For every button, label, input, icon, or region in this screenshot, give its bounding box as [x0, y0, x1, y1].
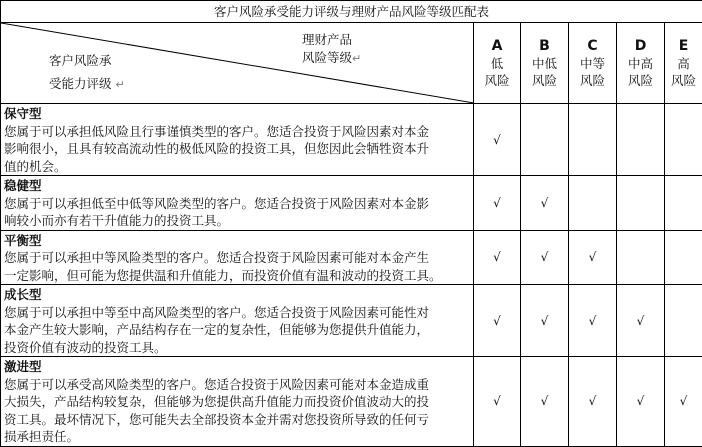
match-cell-d: [617, 230, 665, 285]
grade-header-b: [521, 23, 569, 104]
header-row: [1, 23, 702, 104]
grade-label-line: 风险: [671, 72, 697, 88]
match-cell-b: [521, 357, 569, 447]
table-title: 客户风险承受能力评级与理财产品风险等级匹配表: [1, 1, 702, 23]
match-cell-a: [474, 176, 521, 231]
paragraph-mark-icon: ↵: [352, 52, 362, 65]
match-cell-d: [617, 285, 665, 357]
grade-header-e: [665, 23, 702, 104]
profile-row: [1, 285, 702, 357]
match-cell-d: [617, 104, 665, 176]
profile-name: 激进型: [4, 359, 42, 374]
grade-letter: D: [634, 37, 647, 54]
grade-label-line: 风险: [627, 72, 653, 88]
profile-description-line: 您属于可以承担中等风险类型的客户。您适合投资于风险因素可能对本金产生: [4, 250, 430, 265]
grade-label-line: 高: [677, 55, 690, 71]
diagonal-header-cell: [1, 23, 474, 104]
check-mark-icon: √: [493, 195, 501, 210]
profile-cell: [1, 285, 474, 357]
profile-cell: [1, 357, 474, 447]
check-mark-icon: √: [493, 132, 501, 147]
profile-description-line: 您属于可以承担低至中低等风险类型的客户。您适合投资于风险因素对本金影: [4, 195, 430, 211]
check-mark-icon: √: [636, 394, 645, 409]
profile-description-line: 您属于可以承受高风险类型的客户。您适合投资于风险因素可能对本金造成重: [4, 376, 430, 392]
header-product-line-1: 理财产品: [302, 32, 353, 47]
profile-description-line: 资工具。最坏情况下，您可能失去全部投资本金并需对您投资所导致的任何亏: [4, 411, 430, 427]
check-mark-icon: √: [679, 394, 688, 409]
match-cell-c: [569, 357, 617, 447]
match-cell-e: [665, 176, 702, 231]
check-mark-icon: √: [493, 313, 501, 328]
match-cell-a: [474, 104, 521, 176]
grade-label-line: 风险: [579, 72, 605, 88]
profile-name: 平衡型: [4, 232, 42, 248]
profile-description-line: 您属于可以承担中等至中高风险类型的客户。您适合投资于风险因素可能性对: [4, 304, 430, 320]
header-client-line-1: 客户风险承: [49, 53, 112, 68]
header-product-risk-label: [302, 31, 361, 68]
match-cell-d: [617, 357, 665, 447]
check-mark-icon: √: [588, 394, 597, 409]
check-mark-icon: √: [540, 250, 549, 265]
header-client-rating-label: [49, 49, 125, 96]
check-mark-icon: √: [636, 313, 645, 328]
profile-description-line: 损承担责任。: [4, 429, 80, 444]
check-mark-icon: √: [588, 250, 597, 265]
profile-description-line: 一定影响，但可能为您提供温和升值能力，而投资价值有温和波动的投资工具。: [4, 267, 442, 283]
grade-letter: C: [587, 37, 598, 54]
match-cell-c: [569, 176, 617, 231]
match-cell-d: [617, 176, 665, 231]
match-cell-a: [474, 357, 521, 447]
match-cell-c: [569, 230, 617, 285]
grade-header-d: [617, 23, 665, 104]
grade-letter: A: [491, 37, 503, 54]
match-cell-a: [474, 230, 521, 285]
match-cell-c: [569, 104, 617, 176]
grade-label-line: 中低: [531, 55, 557, 71]
match-cell-e: [665, 230, 702, 285]
grade-label-line: 风险: [484, 72, 510, 88]
match-cell-e: [665, 104, 702, 176]
match-cell-e: [665, 285, 702, 357]
profile-description-line: 您属于可以承担低风险且行事谨慎类型的客户。您适合投资于风险因素对本金: [4, 123, 430, 139]
match-cell-b: [521, 104, 569, 176]
profile-cell: [1, 104, 474, 176]
header-product-line-2: 风险等级: [302, 50, 353, 65]
match-cell-e: [665, 357, 702, 447]
profile-cell: [1, 230, 474, 285]
check-mark-icon: √: [493, 394, 501, 409]
check-mark-icon: √: [540, 195, 549, 210]
grade-label-line: 风险: [531, 72, 557, 88]
profile-row: [1, 104, 702, 176]
profile-description-line: 大损失，产品结构较复杂，但能够为您提供高升值能力而投资价值波动大的投: [4, 394, 430, 409]
check-mark-icon: √: [493, 250, 501, 265]
profile-description-line: 值的机会。: [4, 158, 67, 174]
match-cell-b: [521, 176, 569, 231]
match-cell-b: [521, 230, 569, 285]
grade-letter: B: [539, 37, 550, 54]
grade-letter: E: [678, 37, 689, 54]
check-mark-icon: √: [588, 313, 597, 328]
grade-label-line: 中高: [627, 55, 653, 71]
profile-name: 成长型: [4, 287, 42, 302]
profile-description-line: 影响很小，且具有较高流动性的极低风险的投资工具，但您因此会牺牲资本升: [4, 141, 430, 156]
match-cell-a: [474, 285, 521, 357]
grade-label-line: 中等: [579, 55, 605, 71]
check-mark-icon: √: [540, 313, 549, 328]
profile-row: [1, 176, 702, 231]
match-cell-c: [569, 285, 617, 357]
profile-name: 稳健型: [4, 178, 42, 193]
profile-name: 保守型: [4, 106, 42, 121]
profile-description-line: 响较小而亦有若干升值能力的投资工具。: [4, 213, 230, 228]
title-row: [1, 1, 702, 23]
profile-description-line: 本金产生较大影响，产品结构存在一定的复杂性，但能够为您提供升值能力，: [4, 322, 430, 337]
profile-row: [1, 357, 702, 447]
profile-cell: [1, 176, 474, 231]
paragraph-mark-icon: ↵: [115, 78, 125, 91]
check-mark-icon: √: [540, 394, 549, 409]
grade-label-line: 低: [490, 55, 504, 71]
profile-row: [1, 230, 702, 285]
grade-header-a: [474, 23, 521, 104]
match-cell-b: [521, 285, 569, 357]
header-client-line-2: 受能力评级: [49, 76, 112, 91]
grade-header-c: [569, 23, 617, 104]
profile-description-line: 投资价值有波动的投资工具。: [4, 339, 167, 355]
